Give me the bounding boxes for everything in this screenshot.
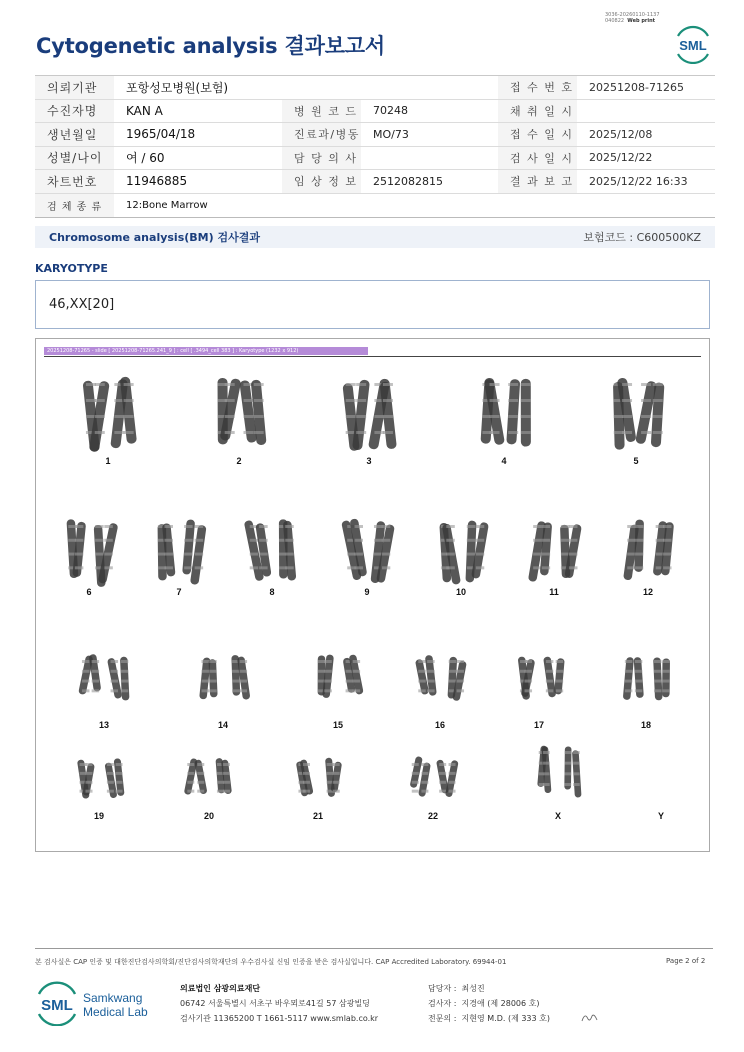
chromosome-label: 1 bbox=[105, 456, 111, 466]
chromosome-20-1 bbox=[184, 758, 208, 795]
chromosome-4-2 bbox=[506, 379, 531, 447]
chromosome-14-1 bbox=[199, 657, 218, 699]
chromosome-9-1 bbox=[341, 518, 367, 580]
karyogram-header: 20251208-71265 - slide [ 20251208-71265.241_9 ] : cell [ .3494_cell 383 ] : Karyotype (1232 x 912) bbox=[44, 347, 368, 355]
karyotype-label: KARYOTYPE bbox=[35, 262, 108, 275]
chromosome-X-2 bbox=[564, 746, 581, 797]
chromosome-label: 3 bbox=[366, 456, 372, 466]
chromosome-20-2 bbox=[215, 758, 232, 794]
chromosome-6-1 bbox=[66, 519, 86, 578]
karyotype-result-box bbox=[35, 280, 710, 329]
info-label: 채 취 일 시 bbox=[498, 100, 577, 123]
info-label: 성별/나이 bbox=[35, 147, 114, 170]
staff-name: 지현영 M.D. (제 333 호) bbox=[461, 1014, 551, 1023]
chromosome-label: 19 bbox=[93, 811, 105, 821]
samkwang-logo-name1: Samkwang bbox=[83, 991, 143, 1005]
chromosome-pair-22 bbox=[410, 756, 459, 821]
info-label: 진료과/병동 bbox=[282, 123, 361, 146]
specimen-value: 12:Bone Marrow bbox=[126, 199, 208, 211]
karyogram-plot bbox=[36, 339, 711, 853]
karyogram-image bbox=[35, 338, 710, 852]
staff-role: 전문의 : bbox=[428, 1014, 457, 1023]
samkwang-logo-name2: Medical Lab bbox=[83, 1005, 148, 1019]
info-label: 수진자명 bbox=[35, 100, 114, 123]
patient-info-table bbox=[35, 75, 715, 218]
info-label: 접 수 일 시 bbox=[498, 123, 577, 146]
specimen-label: 검 체 종 류 bbox=[35, 194, 114, 217]
chromosome-3-1 bbox=[342, 379, 370, 451]
info-row bbox=[35, 100, 715, 124]
chromosome-pair-12 bbox=[623, 519, 674, 597]
info-row-specimen bbox=[35, 194, 715, 218]
chromosome-pair-2 bbox=[218, 378, 267, 466]
chromosome-11-2 bbox=[560, 524, 582, 579]
page-number: Page 2 of 2 bbox=[666, 957, 706, 965]
chromosome-label: 12 bbox=[642, 587, 654, 597]
chromosome-pair-1 bbox=[83, 376, 138, 466]
info-label: 생년월일 bbox=[35, 123, 114, 146]
chromosome-3-2 bbox=[368, 378, 397, 450]
staff-role: 검사자 : bbox=[428, 999, 457, 1008]
chromosome-13-1 bbox=[78, 654, 101, 695]
chromosome-11-1 bbox=[528, 521, 552, 582]
chromosome-14-2 bbox=[231, 655, 250, 700]
chromosome-label: 17 bbox=[533, 720, 545, 730]
chromosome-5-1 bbox=[613, 377, 637, 449]
chromosome-13-2 bbox=[107, 657, 130, 701]
info-value: 11946885 bbox=[126, 174, 188, 189]
org-contact: 검사기관 11365200 T 1661-5117 www.smlab.co.kr bbox=[180, 1014, 379, 1023]
info-value: 2025/12/22 bbox=[589, 151, 653, 165]
info-label: 차트번호 bbox=[35, 170, 114, 193]
info-label: 접 수 번 호 bbox=[498, 76, 577, 99]
info-value: 2512082815 bbox=[373, 174, 443, 188]
chromosome-pair-4 bbox=[480, 377, 530, 466]
chromosome-1-2 bbox=[110, 376, 137, 448]
chromosome-pair-10 bbox=[439, 521, 489, 597]
insurance-code: 보험코드 : C600500KZ bbox=[583, 231, 701, 244]
chromosome-pair-9 bbox=[341, 518, 395, 597]
info-label: 임 상 정 보 bbox=[282, 170, 361, 193]
info-label: 담 당 의 사 bbox=[282, 147, 361, 170]
chromosome-16-2 bbox=[447, 657, 466, 702]
chromosome-label: 2 bbox=[236, 456, 242, 466]
chromosome-17-2 bbox=[543, 656, 565, 697]
chromosome-21-1 bbox=[296, 759, 314, 797]
chromosome-pair-8 bbox=[244, 519, 297, 597]
chromosome-22-2 bbox=[436, 759, 459, 797]
chromosome-pair-5 bbox=[613, 377, 665, 466]
info-value: KAN A bbox=[126, 103, 163, 118]
chromosome-6-2 bbox=[94, 523, 119, 588]
footer-divider bbox=[35, 948, 713, 949]
chromosome-pair-16 bbox=[415, 655, 467, 730]
chromosome-label: Y bbox=[657, 811, 665, 821]
chromosome-pair-19 bbox=[77, 758, 125, 821]
accreditation-note: 본 검사실은 CAP 인증 및 대한진단검사의학회/진단검사의학재단의 우수검사실 신임 인증을 받은 검사실입니다. CAP Accredited Laboratory. 69944-01 bbox=[35, 958, 507, 966]
chromosome-22-1 bbox=[410, 756, 431, 797]
chromosome-1-1 bbox=[83, 380, 110, 452]
chromosome-pair-20 bbox=[184, 758, 232, 821]
chromosome-7-2 bbox=[182, 519, 206, 585]
print-code-line1: 3036-20260110-1137 bbox=[605, 12, 660, 18]
print-code-tag: Web print bbox=[627, 18, 656, 24]
chromosome-label: 6 bbox=[86, 587, 92, 597]
karyogram-divider bbox=[44, 356, 701, 357]
chromosome-pair-21 bbox=[296, 758, 342, 821]
info-value: 포항성모병원(보험) bbox=[126, 80, 229, 95]
chromosome-pair-14 bbox=[199, 655, 250, 730]
print-code-line2: 040822 bbox=[605, 18, 625, 24]
chromosome-label: 7 bbox=[176, 587, 182, 597]
info-value: 70248 bbox=[373, 104, 408, 118]
info-value: 2025/12/08 bbox=[589, 127, 653, 141]
chromosome-pair-3 bbox=[342, 378, 397, 466]
samkwang-logo bbox=[35, 980, 165, 1026]
chromosome-X-1 bbox=[537, 745, 551, 793]
sml-logo-top-text: SML bbox=[679, 38, 707, 53]
chromosome-16-1 bbox=[415, 655, 437, 696]
chromosome-18-2 bbox=[653, 657, 670, 700]
print-code bbox=[605, 12, 660, 24]
info-row bbox=[35, 170, 715, 194]
chromosome-label: 21 bbox=[312, 811, 324, 821]
chromosome-label: X bbox=[554, 811, 562, 821]
info-label: 의뢰기관 bbox=[35, 76, 114, 99]
org-address: 06742 서울특별시 서초구 바우뫼로41길 57 삼광빌딩 bbox=[180, 999, 370, 1008]
chromosome-2-1 bbox=[218, 378, 242, 444]
section-title: Chromosome analysis(BM) 검사결과 bbox=[49, 231, 260, 244]
chromosome-label: 13 bbox=[98, 720, 110, 730]
chromosome-4-1 bbox=[480, 377, 505, 445]
info-value: 20251208-71265 bbox=[589, 80, 684, 94]
info-value: MO/73 bbox=[373, 127, 409, 141]
chromosome-pair-X bbox=[537, 745, 581, 821]
chromosome-9-2 bbox=[370, 521, 394, 583]
info-label: 검 사 일 시 bbox=[498, 147, 577, 170]
staff-name: 지경애 (제 28006 호) bbox=[461, 999, 540, 1008]
chromosome-10-1 bbox=[439, 523, 461, 585]
info-row bbox=[35, 76, 715, 100]
sml-logo-top bbox=[672, 24, 714, 64]
karyotype-value: 46,XX[20] bbox=[49, 297, 115, 312]
chromosome-label: 16 bbox=[434, 720, 446, 730]
chromosome-8-2 bbox=[279, 519, 296, 580]
staff-role: 담당자 : bbox=[428, 984, 457, 993]
info-value: 1965/04/18 bbox=[126, 127, 196, 142]
report-title: Cytogenetic analysis 결과보고서 bbox=[36, 34, 385, 58]
chromosome-7-1 bbox=[158, 523, 176, 580]
chromosome-15-2 bbox=[343, 654, 364, 695]
info-row bbox=[35, 123, 715, 147]
chromosome-10-2 bbox=[465, 521, 489, 583]
chromosome-pair-18 bbox=[623, 657, 670, 730]
chromosome-pair-6 bbox=[66, 519, 118, 597]
chromosome-pair-17 bbox=[518, 656, 565, 730]
chromosome-label: 10 bbox=[455, 587, 467, 597]
chromosome-15-1 bbox=[318, 654, 334, 698]
org-name: 의료법인 삼광의료재단 bbox=[180, 984, 261, 993]
staff-name: 최성진 bbox=[461, 984, 485, 993]
info-label: 병 원 코 드 bbox=[282, 100, 361, 123]
chromosome-pair-15 bbox=[318, 654, 364, 730]
chromosome-18-1 bbox=[623, 657, 644, 700]
chromosome-pair-13 bbox=[78, 654, 129, 730]
signature bbox=[580, 1010, 600, 1024]
chromosome-19-2 bbox=[104, 758, 124, 798]
staff-info bbox=[428, 981, 550, 1026]
samkwang-logo-mark: SML bbox=[41, 997, 73, 1014]
chromosome-pair-7 bbox=[158, 519, 207, 597]
organization-info bbox=[180, 981, 378, 1026]
chromosome-label: 8 bbox=[269, 587, 275, 597]
chromosome-label: 9 bbox=[364, 587, 370, 597]
chromosome-12-1 bbox=[623, 519, 644, 580]
chromosome-label: 18 bbox=[640, 720, 652, 730]
chromosome-12-2 bbox=[653, 521, 674, 576]
chromosome-pair-11 bbox=[528, 521, 582, 597]
info-label: 결 과 보 고 bbox=[498, 170, 577, 193]
info-value: 2025/12/22 16:33 bbox=[589, 174, 688, 188]
info-value: 여 / 60 bbox=[126, 151, 165, 166]
chromosome-label: 22 bbox=[427, 811, 439, 821]
chromosome-label: 14 bbox=[217, 720, 229, 730]
chromosome-17-1 bbox=[518, 656, 536, 700]
chromosome-label: 15 bbox=[332, 720, 344, 730]
chromosome-5-2 bbox=[635, 380, 664, 447]
info-row bbox=[35, 147, 715, 171]
chromosome-21-2 bbox=[325, 758, 342, 798]
chromosome-pair-Y bbox=[658, 811, 664, 821]
result-section-header bbox=[35, 226, 715, 248]
chromosome-8-1 bbox=[244, 520, 272, 582]
chromosome-label: 5 bbox=[633, 456, 639, 466]
chromosome-2-2 bbox=[239, 379, 266, 445]
chromosome-label: 4 bbox=[501, 456, 507, 466]
chromosome-19-1 bbox=[77, 759, 95, 799]
chromosome-label: 11 bbox=[549, 587, 559, 597]
chromosome-label: 20 bbox=[203, 811, 215, 821]
